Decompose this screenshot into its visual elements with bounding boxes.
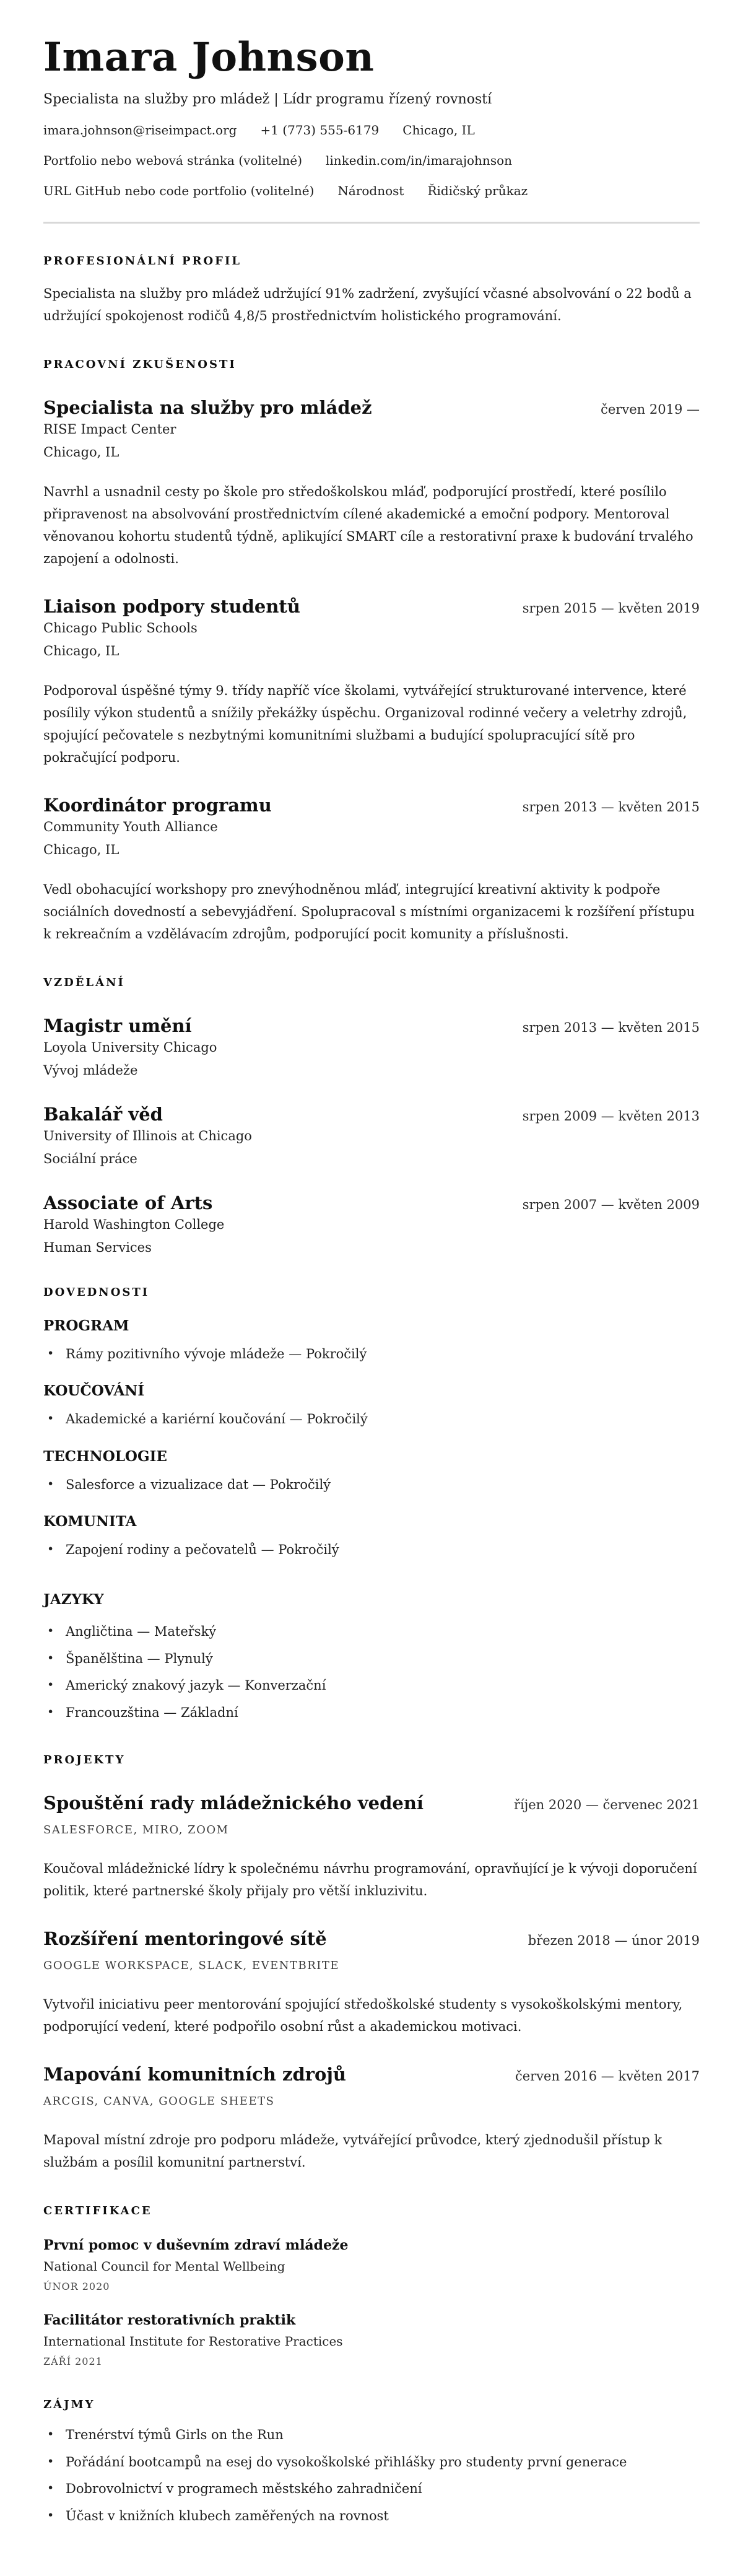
project-title-row [43, 1792, 700, 1814]
language-list [43, 1622, 700, 1722]
project-dates: březen 2018 — únor 2019 [528, 1933, 700, 1949]
skill-category-name: PROGRAM [43, 1317, 129, 1334]
certification-issuer: National Council for Mental Wellbeing [43, 2259, 285, 2274]
contact-row-1 [43, 123, 700, 138]
section-certifications [43, 2204, 700, 2367]
certifications-heading: CERTIFIKACE [43, 2204, 152, 2218]
education-title-row [43, 1015, 700, 1037]
degree-name: Associate of Arts [43, 1192, 213, 1213]
linkedin-text: linkedin.com/in/imarajohnson [326, 152, 513, 168]
job-title: Specialista na služby pro mládež [43, 396, 372, 418]
project-tools: GOOGLE WORKSPACE, SLACK, EVENTBRITE [43, 1958, 340, 1972]
school-name: Loyola University Chicago [43, 1040, 217, 1055]
education-dates: srpen 2007 — květen 2009 [522, 1197, 700, 1212]
project-entry [43, 2064, 700, 2173]
education-heading: VZDĚLÁNÍ [43, 976, 125, 990]
section-projects [43, 1753, 700, 2173]
section-profile [43, 255, 700, 327]
skill-category [43, 1382, 700, 1430]
education-entry [43, 1015, 700, 1078]
project-title-row [43, 1928, 700, 1950]
skill-category [43, 1317, 700, 1364]
certification-issuer: International Institute for Restorative Practices [43, 2334, 343, 2349]
education-title-row [43, 1104, 700, 1125]
project-title: Mapování komunitních zdrojů [43, 2064, 346, 2085]
job-dates: srpen 2015 — květen 2019 [522, 601, 700, 616]
job-company: Community Youth Alliance [43, 819, 218, 835]
field-of-study: Sociální práce [43, 1151, 137, 1166]
section-experience [43, 358, 700, 946]
project-description: Koučoval mládežnické lídry k společnému návrhu programování, opravňující je k vývoji doporučení politik, které partnerské školy přijaly pro větší inkluzivitu. [43, 1861, 697, 1899]
portfolio-text: Portfolio nebo webová stránka (volitelné) [43, 152, 303, 168]
job-title-row [43, 596, 700, 618]
job-entry [43, 596, 700, 769]
job-location: Chicago, IL [43, 643, 119, 658]
experience-heading: PRACOVNÍ ZKUŠENOSTI [43, 357, 237, 371]
section-languages [43, 1591, 700, 1722]
profile-summary: Specialista na služby pro mládež udržující 91% zadržení, zvyšující včasné absolvování o 22 bodů a udržující spokojenost rodičů 4,8/5 prostřednictvím holistického programování. [43, 286, 692, 323]
project-tools: ARCGIS, CANVA, GOOGLE SHEETS [43, 2095, 275, 2108]
job-description: Vedl obohacující workshopy pro znevýhodněnou mláď, integrující kreativní aktivity k podpoře sociálních dovedností a sebevyjádření. Spolupracoval s místními organizacemi k rozšíření přístupu k rekreačním a vzdělávacím zdrojům, podporující pocit komunity a příslušnosti. [43, 882, 695, 942]
degree-name: Bakalář věd [43, 1104, 163, 1125]
project-entry [43, 1928, 700, 2038]
profile-heading: PROFESIONÁLNÍ PROFIL [43, 254, 242, 268]
skill-category-name: TECHNOLOGIE [43, 1447, 167, 1465]
section-education [43, 976, 700, 1254]
education-dates: srpen 2013 — květen 2015 [522, 1020, 700, 1036]
languages-heading: JAZYKY [43, 1591, 104, 1608]
location-text: Chicago, IL [402, 122, 475, 138]
field-of-study: Human Services [43, 1239, 152, 1255]
skill-item: • Zapojení rodiny a pečovatelů — Pokročilý [43, 1540, 700, 1560]
certification-entry [43, 2237, 700, 2292]
skill-list [43, 1344, 700, 1364]
project-description: Vytvořil iniciativu peer mentorování spojující středoškolské studenty s vysokoškolskými mentory, podporující vedení, které podpořilo osobní růst a akademickou motivaci. [43, 1996, 683, 2035]
language-item: • Americký znakový jazyk — Konverzační [43, 1675, 700, 1696]
job-title-row [43, 397, 700, 419]
header-divider [43, 222, 700, 224]
job-company: RISE Impact Center [43, 421, 176, 437]
certification-date: ÚNOR 2020 [43, 2281, 110, 2293]
skill-list [43, 1409, 700, 1430]
section-skills [43, 1286, 700, 1560]
education-dates: srpen 2009 — květen 2013 [522, 1109, 700, 1124]
language-item: • Francouzština — Základní [43, 1703, 700, 1723]
phone-text: +1 (773) 555-6179 [260, 122, 380, 138]
certification-date: ZÁŘÍ 2021 [43, 2356, 103, 2368]
person-name: Imara Johnson [43, 34, 375, 81]
project-description: Mapoval místní zdroje pro podporu mládeže, vytvářející průvodce, který zjednodušil přístup k službám a posílil komunitní partnerství. [43, 2133, 663, 2170]
github-text: URL GitHub nebo code portfolio (volitelné) [43, 183, 315, 198]
certification-entry [43, 2312, 700, 2367]
project-dates: říjen 2020 — červenec 2021 [513, 1797, 700, 1813]
project-title: Spouštění rady mládežnického vedení [43, 1792, 424, 1814]
interest-item: • Dobrovolnictví v programech městského zahradničení [43, 2479, 700, 2499]
skill-category [43, 1513, 700, 1560]
interest-item: • Trenérství týmů Girls on the Run [43, 2425, 700, 2445]
skill-item: • Akademické a kariérní koučování — Pokročilý [43, 1409, 700, 1430]
section-interests [43, 2398, 700, 2526]
headline: Specialista na služby pro mládež | Lídr programu řízený rovností [43, 91, 492, 107]
interest-item: • Pořádání bootcampů na esej do vysokoškolské přihlášky pro studenty první generace [43, 2452, 700, 2473]
interests-heading: ZÁJMY [43, 2398, 95, 2412]
job-title: Koordinátor programu [43, 795, 272, 816]
project-entry [43, 1792, 700, 1902]
projects-heading: PROJEKTY [43, 1753, 126, 1767]
job-dates: srpen 2013 — květen 2015 [522, 800, 700, 815]
job-company: Chicago Public Schools [43, 620, 198, 635]
contact-row-2 [43, 153, 700, 168]
job-title: Liaison podpory studentů [43, 596, 300, 618]
school-name: Harold Washington College [43, 1216, 225, 1232]
skill-item: • Salesforce a vizualizace dat — Pokročilý [43, 1475, 700, 1495]
field-of-study: Vývoj mládeže [43, 1063, 138, 1078]
language-item: • Angličtina — Mateřský [43, 1622, 700, 1642]
email-text: imara.johnson@riseimpact.org [43, 122, 237, 138]
skill-item: • Rámy pozitivního vývoje mládeže — Pokročilý [43, 1344, 700, 1364]
job-dates: červen 2019 — [601, 401, 700, 417]
project-dates: červen 2016 — květen 2017 [515, 2069, 700, 2084]
job-title-row [43, 795, 700, 816]
nationality-text: Národnost [337, 183, 404, 198]
skill-list [43, 1540, 700, 1560]
skill-category-name: KOMUNITA [43, 1513, 137, 1530]
education-entry [43, 1192, 700, 1255]
degree-name: Magistr umění [43, 1015, 192, 1037]
skills-heading: DOVEDNOSTI [43, 1285, 150, 1299]
skill-category-name: KOUČOVÁNÍ [43, 1382, 145, 1400]
job-entry [43, 397, 700, 570]
interest-item: • Účast v knižních klubech zaměřených na rovnost [43, 2506, 700, 2526]
job-description: Podporoval úspěšné týmy 9. třídy napříč více školami, vytvářející strukturované intervence, které posílily výkon studentů a snížily překážky úspěchu. Organizoval rodinné večery a veletrhy zdrojů, spojující pečovatele s nezbytnými komunitními službami a budující spolupracující sítě pro pokračující podporu. [43, 683, 687, 766]
project-title: Rozšíření mentoringové sítě [43, 1928, 327, 1950]
job-location: Chicago, IL [43, 444, 119, 460]
job-entry [43, 795, 700, 945]
resume-header [43, 35, 700, 198]
project-tools: SALESFORCE, MIRO, ZOOM [43, 1823, 229, 1836]
job-description: Navrhl a usnadnil cesty po škole pro středoškolskou mláď, podporující prostředí, které posílilo připravenost na absolvování prostřednictvím cílené akademické a emoční podpory. Mentoroval věnovanou kohortu studentů týdně, aplikující SMART cíle a restorativní praxe k budování trvalého zapojení a odolnosti. [43, 484, 693, 566]
education-entry [43, 1104, 700, 1166]
job-location: Chicago, IL [43, 842, 119, 858]
skill-category [43, 1448, 700, 1495]
certification-title: Facilitátor restorativních praktik [43, 2312, 296, 2329]
interest-list [43, 2425, 700, 2526]
language-item: • Španělština — Plynulý [43, 1649, 700, 1669]
education-title-row [43, 1192, 700, 1214]
drivers-license-text: Řidičský průkaz [427, 183, 528, 198]
project-title-row [43, 2064, 700, 2085]
school-name: University of Illinois at Chicago [43, 1129, 252, 1143]
certification-title: První pomoc v duševním zdraví mládeže [43, 2237, 349, 2254]
skill-list [43, 1475, 700, 1495]
contact-row-3 [43, 183, 700, 198]
